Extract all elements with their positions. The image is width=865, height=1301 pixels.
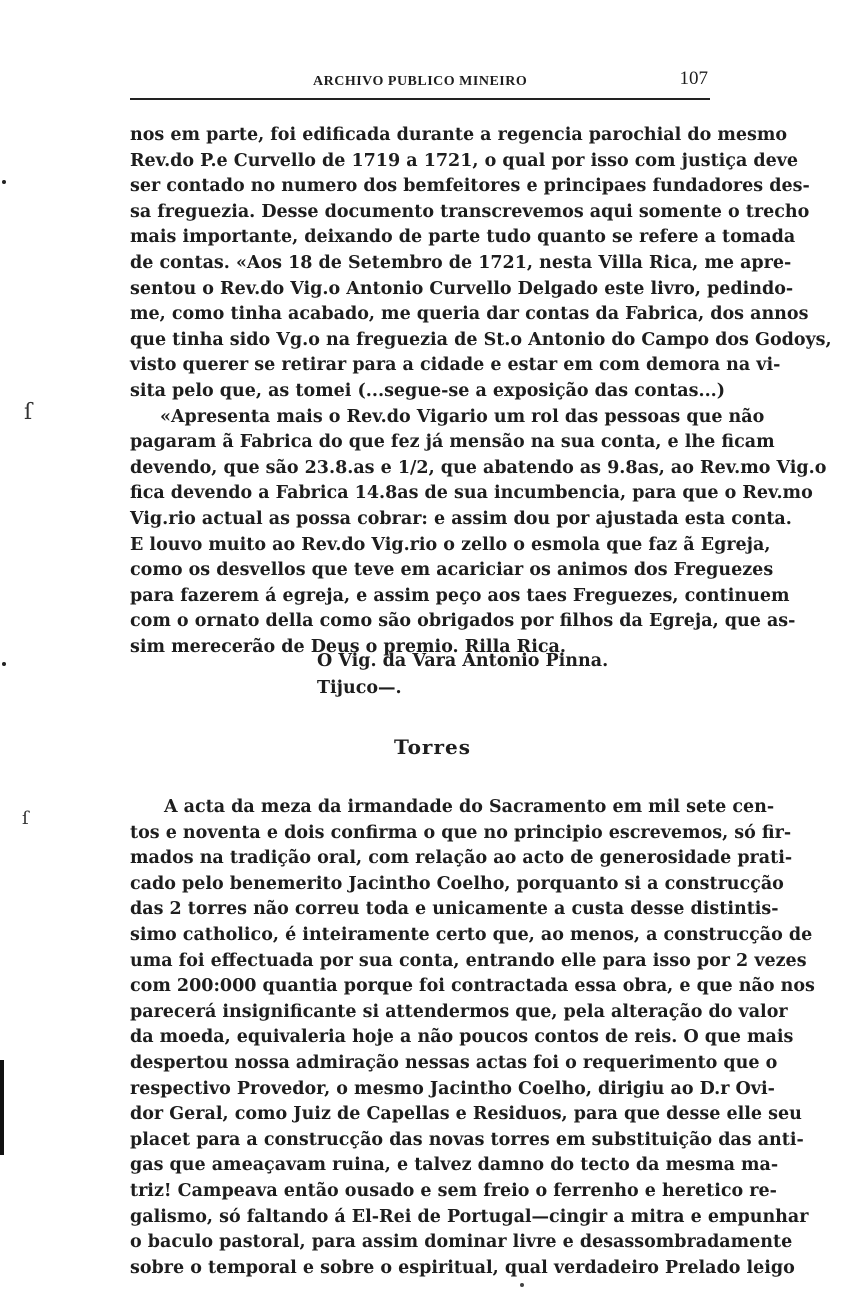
text-line: como os desvellos que teve em acariciar os animos dos Freguezes <box>130 560 774 581</box>
text-line: nos em parte, foi edificada durante a regencia parochial do mesmo <box>130 125 788 145</box>
text-line: mais importante, deixando de parte tudo quanto se refere a tomada <box>130 227 796 248</box>
text-line: sobre o temporal e sobre o espiritual, qual verdadeiro Prelado leigo <box>130 1257 795 1278</box>
section-title: Torres <box>394 735 471 759</box>
text-line: me, como tinha acabado, me queria dar contas da Fabrica, dos annos <box>130 304 809 325</box>
text-line: gas que ameaçavam ruina, e talvez damno do tecto da mesma ma- <box>130 1155 779 1176</box>
body-section-1 <box>130 123 832 660</box>
page-header <box>130 64 710 98</box>
text-line: pagaram ã Fabrica do que fez já mensão na sua conta, e lhe ficam <box>130 432 775 453</box>
text-line: A acta da meza da irmandade do Sacramento em mil sete cen- <box>164 797 775 817</box>
text-line: o baculo pastoral, para assim dominar livre e desassombradamente <box>130 1232 793 1253</box>
text-line: placet para a construcção das novas torres em substituição das anti- <box>130 1129 804 1150</box>
text-line: cado pelo benemerito Jacintho Coelho, porquanto si a construcção <box>130 873 784 894</box>
text-line: devendo, que são 23.8.as e 1/2, que abatendo as 9.8as, ao Rev.mo Vig.o <box>130 457 827 478</box>
signature-line-2: Tijuco—. <box>317 678 402 698</box>
text-line: Vig.rio actual as possa cobrar: e assim dou por ajustada esta conta. <box>130 508 792 529</box>
margin-mark: ſ <box>22 808 29 829</box>
text-line: sa freguezia. Desse documento transcrevemos aqui somente o trecho <box>130 201 810 222</box>
text-line: sim merecerão de Deus o premio. Rilla Rica. <box>130 636 566 657</box>
page-number: 107 <box>679 68 708 89</box>
text-line: E louvo muito ao Rev.do Vig.rio o zello o esmola que faz ã Egreja, <box>130 534 771 555</box>
text-line: parecerá insignificante si attendermos que, pela alteração do valor <box>130 1001 788 1022</box>
header-rule <box>130 98 710 100</box>
margin-mark <box>2 180 6 184</box>
text-line: tos e noventa e dois confirma o que no principio escrevemos, só fir- <box>130 822 792 843</box>
margin-mark <box>520 1283 524 1287</box>
paragraph-continuation <box>130 123 832 405</box>
margin-mark <box>2 662 6 666</box>
text-line: «Apresenta mais o Rev.do Vigario um rol das pessoas que não <box>160 406 765 427</box>
text-line: mados na tradição oral, com relação ao acto de generosidade prati- <box>130 848 793 869</box>
text-line: de contas. «Aos 18 de Setembro de 1721, nesta Villa Rica, me apre- <box>130 252 792 273</box>
text-line: da moeda, equivaleria hoje a não poucos contos de reis. O que mais <box>130 1027 794 1048</box>
text-line: dor Geral, como Juiz de Capellas e Residuos, para que desse elle seu <box>130 1104 802 1125</box>
text-line: com o ornato della como são obrigados por filhos da Egreja, que as- <box>130 611 796 632</box>
paragraph-quote <box>130 405 827 661</box>
text-line: despertou nossa admiração nessas actas foi o requerimento que o <box>130 1052 778 1073</box>
text-line: visto querer se retirar para a cidade e estar em com demora na vi- <box>130 355 781 376</box>
text-line: sentou o Rev.do Vig.o Antonio Curvello Delgado este livro, pedindo- <box>130 278 794 299</box>
body-section-2 <box>130 795 815 1281</box>
margin-bar <box>0 1060 4 1155</box>
text-line: simo catholico, é inteiramente certo que, ao menos, a construcção de <box>130 924 813 945</box>
margin-mark: ſ <box>24 400 33 425</box>
text-line: respectivo Provedor, o mesmo Jacintho Coelho, dirigiu ao D.r Ovi- <box>130 1078 775 1099</box>
text-line: ser contado no numero dos bemfeitores e principaes fundadores des- <box>130 176 810 197</box>
text-line: sita pelo que, as tomei (...segue-se a exposição das contas...) <box>130 380 726 401</box>
text-line: uma foi effectuada por sua conta, entrando elle para isso por 2 vezes <box>130 950 807 971</box>
text-line: para fazerem á egreja, e assim peço aos taes Freguezes, continuem <box>130 585 790 606</box>
text-line: que tinha sido Vg.o na freguezia de St.o Antonio do Campo dos Godoys, <box>130 329 832 350</box>
running-head: ARCHIVO PUBLICO MINEIRO <box>313 74 528 89</box>
text-line: fica devendo a Fabrica 14.8as de sua incumbencia, para que o Rev.mo <box>130 483 813 504</box>
text-line: com 200:000 quantia porque foi contractada essa obra, e que não nos <box>130 976 815 997</box>
text-line: das 2 torres não correu toda e unicamente a custa desse distintis- <box>130 899 779 920</box>
text-line: galismo, só faltando á El-Rei de Portugal—cingir a mitra e empunhar <box>130 1206 809 1227</box>
signature-line-1: O Vig. da Vara Antonio Pinna. <box>317 651 609 671</box>
text-line: Rev.do P.e Curvello de 1719 a 1721, o qual por isso com justiça deve <box>130 150 799 171</box>
text-line: triz! Campeava então ousado e sem freio o ferrenho e heretico re- <box>130 1180 777 1201</box>
